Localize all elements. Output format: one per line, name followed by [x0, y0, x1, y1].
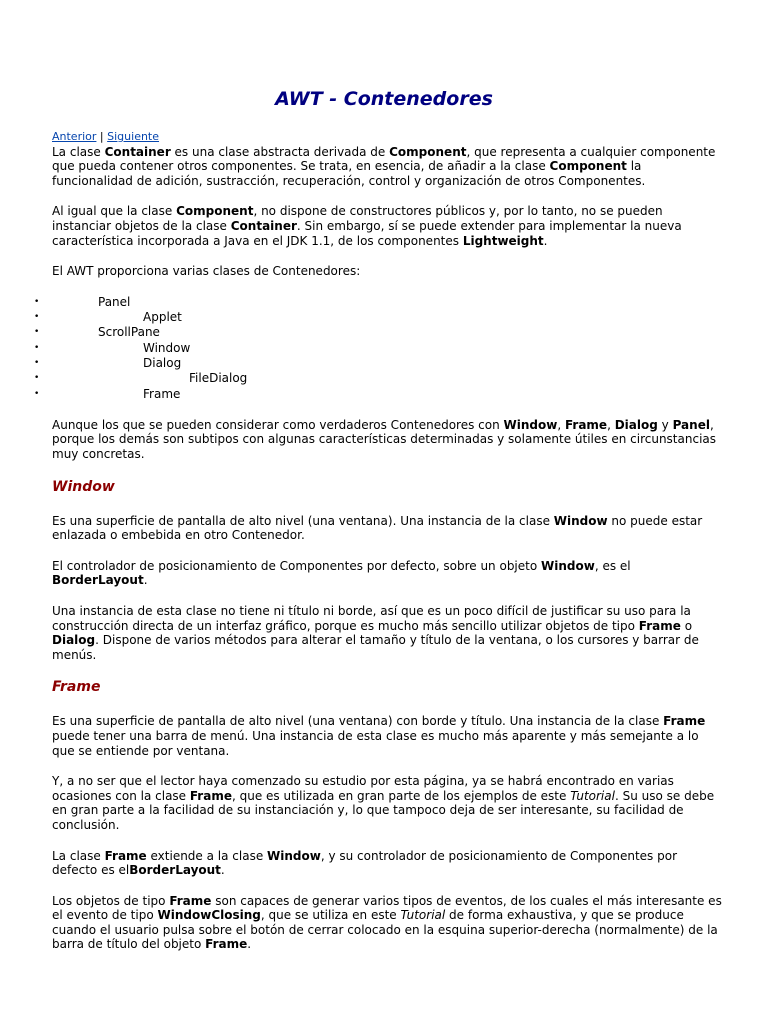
- paragraph-frame-definition: Es una superficie de pantalla de alto nivel (una ventana) con borde y título. Una instancia de la clase Frame puede tener una barra de menú. Una instancia de esta clase es mucho más aparente y más semejante a lo que se entiende por ventana.: [52, 714, 706, 758]
- section-heading-window: Window: [52, 478, 115, 495]
- anterior-link[interactable]: Anterior: [52, 130, 97, 143]
- list-item: • Applet: [52, 310, 724, 325]
- siguiente-link[interactable]: Siguiente: [107, 130, 160, 143]
- paragraph-window-layout: El controlador de posicionamiento de Componentes por defecto, sobre un objeto Window, es el BorderLayout.: [52, 558, 631, 588]
- list-item: • FileDialog: [52, 371, 724, 386]
- paragraph-frame-extends: La clase Frame extiende a la clase Window, y su controlador de posicionamiento de Componentes por defecto es elBorderLayout.: [52, 848, 678, 878]
- paragraph-window-usage: Una instancia de esta clase no tiene ni título ni borde, así que es un poco difícil de justificar su uso para la construcción directa de un interfaz gráfico, porque es mucho más sencillo utilizar objetos de tipo Frame o Dialog. Dispone de varios métodos para alterar el tamaño y título de la ventana, o los cursores y barrar de menús.: [52, 603, 699, 662]
- paragraph-frame-tutorial: Y, a no ser que el lector haya comenzado su estudio por esta página, ya se habrá encontrado en varias ocasiones con la clase Frame, que es utilizada en gran parte de los ejemplos de este Tutorial. Su uso se debe en gran parte a la facilidad de su instanciación y, lo que tampoco deja de ser interesante, su facilidad de conclusión.: [52, 774, 715, 832]
- section-heading-frame: Frame: [52, 679, 101, 696]
- paragraph-true-containers: Aunque los que se pueden considerar como verdaderos Contenedores con Window, Frame, Dialog y Panel, porque los demás son subtipos con algunas características determinadas y solamente útiles en circunstancias muy concretas.: [52, 417, 717, 462]
- container-class-tree: [52, 295, 724, 402]
- list-item: • ScrollPane: [52, 325, 724, 340]
- paragraph-frame-events: Los objetos de tipo Frame son capaces de generar varios tipos de eventos, de los cuales el más interesante es el evento de tipo WindowClosing, que se utiliza en este Tutorial de forma exhaustiva, y que se produce cuando el usuario pulsa sobre el botón de cerrar colocado en la esquina superior-derecha (normalmente) de la barra de título del objeto Frame.: [52, 893, 722, 952]
- page-title: AWT - Contenedores: [275, 88, 493, 110]
- nav-separator: |: [99, 130, 104, 143]
- list-item: • Panel: [52, 295, 724, 310]
- article-body: [52, 130, 724, 968]
- paragraph-containers-list-intro: El AWT proporciona varias clases de Contenedores:: [52, 264, 361, 279]
- list-item: • Window: [52, 341, 724, 356]
- navigation-links: [52, 130, 724, 145]
- list-item: • Dialog: [52, 356, 724, 371]
- paragraph-container-intro: La clase Container es una clase abstracta derivada de Component, que representa a cualquier componente que pueda contener otros componentes. Se trata, en esencia, de añadir a la clase Component la funcionalidad de adición, sustracción, recuperación, control y organización de otros Componentes.: [52, 144, 716, 188]
- paragraph-window-definition: Es una superficie de pantalla de alto nivel (una ventana). Una instancia de la clase Window no puede estar enlazada o embebida en otro Contenedor.: [52, 513, 703, 543]
- list-item: • Frame: [52, 387, 724, 402]
- paragraph-component: Al igual que la clase Component, no dispone de constructores públicos y, por lo tanto, no se pueden instanciar objetos de la clase Container. Sin embargo, sí se puede extender para implementar la nueva característica incorporada a Java en el JDK 1.1, de los componentes Lightweight.: [52, 204, 682, 248]
